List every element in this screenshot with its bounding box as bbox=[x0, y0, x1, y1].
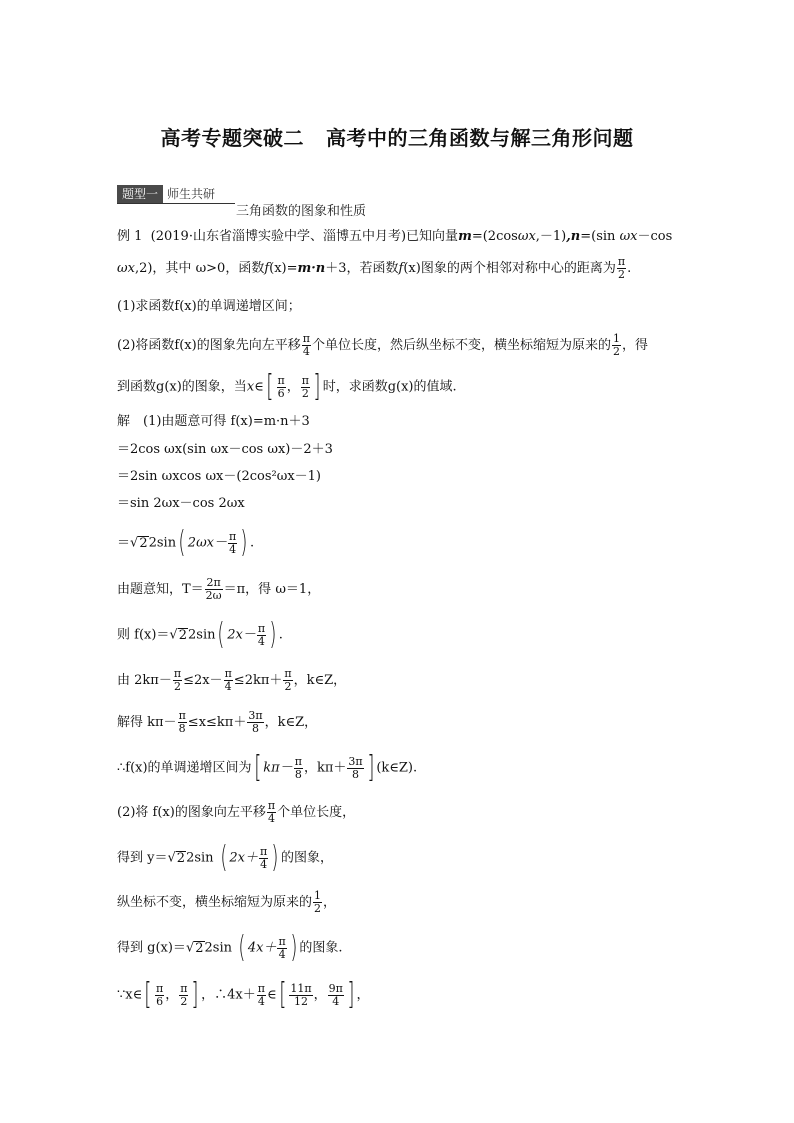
text: ≤2kπ＋ bbox=[233, 673, 283, 688]
text: ，kπ＋ bbox=[303, 760, 347, 776]
fraction bbox=[277, 936, 286, 961]
vector-n: ,n bbox=[566, 229, 581, 244]
fraction bbox=[302, 333, 311, 358]
den: 8 bbox=[351, 767, 359, 781]
num: π bbox=[278, 934, 286, 948]
den: 4 bbox=[229, 542, 237, 556]
fraction bbox=[267, 800, 276, 825]
text: ω>0，函数 bbox=[195, 261, 265, 276]
example-source: (2019·山东省淄博实验中学、淄博五中月考) bbox=[150, 229, 407, 244]
text: 则 f(x)＝ bbox=[117, 627, 170, 643]
text: 个单位长度，然后纵坐标不变，横坐标缩短为原来的 bbox=[311, 338, 611, 353]
num: 11π bbox=[290, 981, 312, 995]
paren: ) bbox=[290, 930, 298, 965]
num: 3π bbox=[248, 709, 263, 722]
fraction bbox=[617, 256, 626, 281]
paren: ) bbox=[240, 525, 248, 560]
text: 2sin bbox=[188, 627, 216, 643]
den: 6 bbox=[156, 994, 164, 1008]
text: ∵x∈ bbox=[117, 987, 143, 1003]
paren: ( bbox=[238, 930, 246, 965]
fraction bbox=[179, 983, 188, 1008]
example-line-1 bbox=[117, 228, 672, 246]
text: (k∈Z). bbox=[376, 760, 418, 776]
text: ≤x≤kπ＋ bbox=[187, 715, 247, 730]
text: 2ωx－ bbox=[187, 535, 228, 551]
den: 8 bbox=[178, 722, 186, 735]
num: 2π bbox=[206, 576, 221, 589]
question-2-cont: 到函数g(x)的图象，当x∈[ $\frac{\pi}{6}$ ， $\frac{\pi}{2}$ ] 时，求函数g(x)的值域. bbox=[117, 369, 457, 404]
num: 1 bbox=[314, 889, 322, 902]
title-left: 高考专题突破二 bbox=[160, 126, 304, 150]
den: 4 bbox=[224, 680, 232, 693]
section-subtitle: 三角函数的图象和性质 bbox=[236, 204, 367, 219]
text: ，k∈Z， bbox=[293, 673, 347, 688]
text: ， bbox=[323, 895, 337, 910]
den: 4 bbox=[257, 634, 265, 648]
page-title bbox=[0, 122, 794, 151]
text: 2x－ bbox=[227, 627, 256, 643]
den: 2 bbox=[180, 994, 188, 1008]
den: 2 bbox=[612, 345, 620, 358]
solution-line-12 bbox=[117, 840, 333, 875]
text: ∴f(x)的单调递增区间为 bbox=[117, 760, 252, 776]
den: 4 bbox=[267, 812, 275, 825]
solution-line-5: ＝√22sin( 2ωx－ $\frac{\pi}{4}$ ) . bbox=[117, 525, 255, 560]
den: 6 bbox=[277, 386, 285, 400]
solution-line-15: ∵x∈[ $\frac{\pi}{6}$ ， $\frac{\pi}{2}$ ] ，∴4x＋ $\frac{\pi}{4}$ ∈[ $\frac{11\pi}{12}$ ， $\frac{9\pi}{4}$ ] ， bbox=[117, 977, 370, 1012]
text: ∈ bbox=[267, 987, 277, 1003]
solution-line-11 bbox=[117, 800, 355, 825]
text: ωx bbox=[619, 229, 638, 244]
fraction bbox=[228, 531, 237, 556]
sqrt-arg: 2 bbox=[178, 627, 187, 643]
num: π bbox=[267, 799, 276, 812]
fraction bbox=[178, 710, 187, 735]
num: π bbox=[617, 255, 626, 268]
text: ＝ bbox=[117, 535, 131, 551]
text: (2)将 f(x)的图象向左平移 bbox=[117, 805, 266, 820]
text: ， bbox=[356, 987, 370, 1003]
solution-line-6 bbox=[117, 577, 320, 602]
fraction bbox=[347, 756, 363, 781]
num: π bbox=[155, 981, 164, 995]
fraction bbox=[301, 375, 310, 400]
den: 8 bbox=[294, 767, 302, 781]
paren: ( bbox=[217, 617, 225, 652]
fraction bbox=[289, 983, 312, 1008]
num: π bbox=[180, 981, 188, 995]
text: ＋3，若函数 bbox=[325, 261, 399, 276]
num: π bbox=[257, 981, 265, 995]
bracket: ] bbox=[191, 977, 199, 1012]
tag-underline bbox=[117, 203, 235, 204]
text: =(sin bbox=[580, 229, 616, 244]
question-2 bbox=[117, 333, 648, 358]
solution-line-1: 解 (1)由题意可得 f(x)=m·n＋3 bbox=[117, 414, 310, 429]
paren: ( bbox=[178, 525, 186, 560]
den: 2 bbox=[301, 386, 309, 400]
num: π bbox=[257, 621, 266, 635]
num: π bbox=[301, 373, 309, 387]
solution-line-8 bbox=[117, 668, 346, 693]
text: ≤2x－ bbox=[183, 673, 223, 688]
text: ，得 bbox=[621, 338, 648, 353]
sqrt-sign: √ bbox=[130, 535, 139, 551]
bracket: [ bbox=[144, 977, 152, 1012]
text: 2x＋ bbox=[229, 850, 259, 866]
fraction bbox=[259, 846, 268, 871]
text: =(2cos bbox=[471, 229, 518, 244]
fraction bbox=[328, 983, 344, 1008]
text: 2sin bbox=[148, 535, 177, 551]
num: π bbox=[302, 332, 310, 345]
den: 2 bbox=[284, 680, 292, 693]
solution-line-3: ＝2sin ωxcos ωx－(2cos²ωx－1) bbox=[117, 469, 321, 484]
den: 4 bbox=[260, 857, 268, 871]
text: ＝π，得 ω＝1， bbox=[223, 582, 321, 597]
bracket: [ bbox=[253, 750, 261, 785]
den: 2 bbox=[173, 680, 181, 693]
text: 到函数g(x)的图象，当 bbox=[117, 379, 247, 395]
num: π bbox=[173, 667, 182, 680]
fraction bbox=[313, 890, 322, 915]
solution-line-7: 则 f(x)＝√22sin( 2x－ $\frac{\pi}{4}$ ) . bbox=[117, 617, 283, 652]
solution-line-9 bbox=[117, 710, 317, 735]
example-line-2: ωx,2)，其中 ω>0，函数f(x)=m·n＋3，若函数f(x)图象的两个相邻对称中心的距离为 $\frac{\pi}{2}$ . bbox=[117, 255, 632, 281]
text: 4x＋ bbox=[247, 940, 277, 956]
num: 1 bbox=[612, 332, 620, 345]
text: 纵坐标不变，横坐标缩短为原来的 bbox=[117, 895, 313, 910]
num: π bbox=[294, 754, 302, 768]
text: ωx bbox=[517, 229, 536, 244]
text: (2)将函数f(x)的图象先向左平移 bbox=[117, 338, 301, 353]
text: 已知向量 bbox=[406, 229, 459, 244]
tag-type: 题型一 bbox=[117, 185, 163, 203]
fraction bbox=[294, 756, 303, 781]
num: π bbox=[260, 844, 268, 858]
fraction bbox=[257, 983, 266, 1008]
den: 12 bbox=[293, 994, 308, 1008]
text: ωx bbox=[117, 261, 135, 276]
sqrt-sign: √ bbox=[185, 940, 195, 956]
fraction bbox=[277, 375, 286, 400]
solution-line-2: ＝2cos ωx(sin ωx－cos ωx)－2＋3 bbox=[117, 442, 333, 457]
vector-m: m bbox=[458, 229, 472, 244]
text: ,－1) bbox=[535, 229, 567, 244]
den: 2 bbox=[314, 902, 322, 915]
text: －cos bbox=[637, 229, 673, 244]
text: ，∴4x＋ bbox=[201, 987, 256, 1003]
bracket: ] bbox=[347, 977, 355, 1012]
question-1: (1)求函数f(x)的单调递增区间； bbox=[117, 299, 301, 314]
text: ,2)，其中 bbox=[134, 261, 192, 276]
fraction bbox=[173, 668, 182, 693]
num: 9π bbox=[328, 981, 343, 995]
text: 由题意知，T＝ bbox=[117, 582, 204, 597]
text: 的图象， bbox=[280, 850, 333, 866]
num: π bbox=[224, 667, 232, 680]
bracket: ] bbox=[313, 369, 321, 404]
solution-line-13 bbox=[117, 890, 336, 915]
num: π bbox=[229, 529, 237, 543]
text: 由 2kπ－ bbox=[117, 673, 172, 688]
text: kπ－ bbox=[263, 760, 293, 776]
solution-line-4: ＝sin 2ωx－cos 2ωx bbox=[117, 496, 245, 511]
num: π bbox=[277, 373, 285, 387]
num: 3π bbox=[348, 754, 363, 768]
sqrt-sign: √ bbox=[169, 627, 178, 643]
text: f bbox=[264, 261, 270, 276]
den: 8 bbox=[251, 722, 259, 735]
text: 得到 y＝ bbox=[117, 850, 168, 866]
paren: ) bbox=[271, 840, 279, 875]
den: 2ω bbox=[205, 589, 222, 602]
text: 解得 kπ－ bbox=[117, 715, 177, 730]
bracket: [ bbox=[266, 369, 274, 404]
text: ，k∈Z， bbox=[264, 715, 318, 730]
den: 2 bbox=[617, 268, 625, 281]
example-label: 例 1 bbox=[117, 229, 143, 244]
fraction bbox=[155, 983, 164, 1008]
fraction bbox=[283, 668, 292, 693]
tag-mode: 师生共研 bbox=[167, 187, 216, 201]
text: x∈ bbox=[246, 379, 264, 395]
text: 得到 g(x)＝ bbox=[117, 940, 186, 956]
den: 4 bbox=[278, 947, 286, 961]
sqrt-sign: √ bbox=[167, 850, 176, 866]
den: 4 bbox=[257, 994, 265, 1008]
paren: ) bbox=[269, 617, 277, 652]
sqrt-arg: 2 bbox=[139, 535, 148, 551]
solution-line-10 bbox=[117, 750, 418, 785]
sqrt-arg: 2 bbox=[195, 940, 204, 956]
fraction bbox=[247, 710, 263, 735]
text: 的图象. bbox=[299, 940, 343, 956]
text: 时，求函数g(x)的值域. bbox=[322, 379, 457, 395]
text: f bbox=[398, 261, 404, 276]
bracket: ] bbox=[366, 750, 374, 785]
text: (x)图象的两个相邻对称中心的距离为 bbox=[403, 261, 616, 276]
text: m·n bbox=[297, 261, 326, 276]
num: π bbox=[284, 667, 292, 680]
paren: ( bbox=[220, 840, 228, 875]
text: 个单位长度， bbox=[277, 805, 356, 820]
text: 2sin bbox=[204, 940, 232, 956]
fraction bbox=[257, 623, 266, 648]
den: 4 bbox=[302, 345, 310, 358]
fraction bbox=[224, 668, 233, 693]
sqrt-arg: 2 bbox=[176, 850, 186, 866]
solution-line-14 bbox=[117, 930, 343, 965]
text: (x)= bbox=[269, 261, 298, 276]
title-right: 高考中的三角函数与解三角形问题 bbox=[326, 126, 634, 150]
num: π bbox=[178, 709, 186, 722]
text: 2sin bbox=[186, 850, 214, 866]
fraction bbox=[612, 333, 621, 358]
den: 4 bbox=[332, 994, 340, 1008]
section-tag bbox=[117, 185, 237, 203]
bracket: [ bbox=[278, 977, 286, 1012]
fraction bbox=[205, 577, 223, 602]
